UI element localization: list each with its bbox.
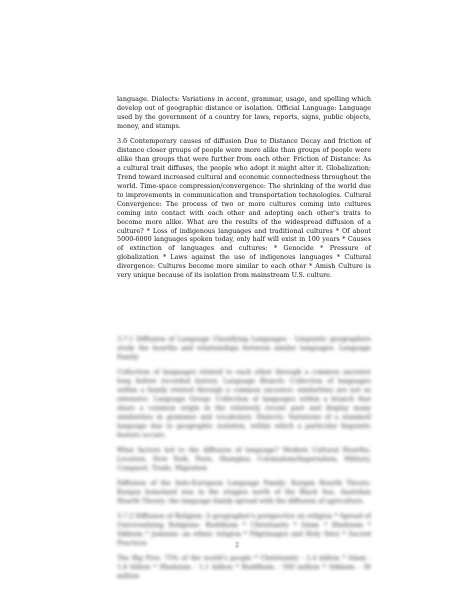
body-text: [117, 95, 371, 286]
paragraph-language-factors: What factors led to the diffusion of language? Modern Cultural Hearths, Location, New York, Paris, Shanghai, Colonialism/Imperialism, Military, Conquest, Trade, Migration: [117, 445, 371, 472]
paragraph-big-five: The Big Five: 75% of the world's people * Christianity - 2.4 billion * Islam - 1.8 billion * Hinduism - 1.1 billion * Buddhism - 500 million * Sikhism - 30 million: [117, 553, 371, 580]
page-number: 2: [234, 541, 240, 549]
paragraph-indo-european: Diffusion of the Indo-European Language Family: Kurgan Hearth Theory: Kurgan homeland was in the steppes north of the Black Sea. Anatolian Hearth Theory: the language family spread with the diffusion of agriculture.: [117, 478, 371, 505]
blurred-text-region: [117, 335, 371, 587]
paragraph-contemporary-diffusion: 3.6 Contemporary causes of diffusion Due to Distance Decay and friction of distance closer groups of people were more alike than groups of people were alike than groups that were further from each other. Friction of Distance: As a cultural trait diffuses, the people who adopt it might alter it. Globalization: Trend toward increased cultural and economic connectedness throughout the world. Time-space compression/convergence: The shrinking of the world due to improvements in communication and transportation technologies. Cultural Convergence: The process of two or more cultures coming into cultures coming into contact with each other and adopting each other's traits to become more alike. What are the results of the widespread diffusion of a culture? * Loss of indigenous languages and traditional cultures * Of about 5000-6000 languages spoken today, only half will exist in 100 years * Causes of extinction of languages and cultures: * Genocide * Pressure of globalization * Laws against the use of indigenous languages * Cultural divergence: Cultures become more similar to each other * Amish Culture is very unique because of its isolation from mainstream U.S. culture.: [117, 137, 371, 280]
paragraph-religion-diffusion: 3.7.2 Diffusion of Religion: A geographer's perspective on religion * Spread of Universalizing Religions: Buddhism * Christianity * Islam * Hinduism * Sikhism * Judaism: an ethnic religion * Pilgrimages and Holy Sites * Sacred Practices: [117, 511, 371, 547]
paragraph-dialects: language. Dialects: Variations in accent, grammar, usage, and spelling which develop out of geographic distance or isolation. Official Language: Language used by the government of a country for laws, reports, signs, public objects, money, and stamps.: [117, 95, 371, 130]
paragraph-language-classification: Collection of languages related to each other through a common ancestor long before recorded history. Language Branch: Collection of languages within a family related through a common ancestor; similarities are not as extensive. Language Group: Collection of languages within a branch that share a common origin in the relatively recent past and display many similarities in grammar and vocabulary. Dialects: Variations of a standard language due to geographic isolation, within which a particular linguistic feature occurs.: [117, 368, 371, 439]
paragraph-language-diffusion: 3.7.1 Diffusion of Language Classifying Languages - Linguistic geographers study the hearths and relationships between similar languages. Language Family: [117, 335, 371, 361]
